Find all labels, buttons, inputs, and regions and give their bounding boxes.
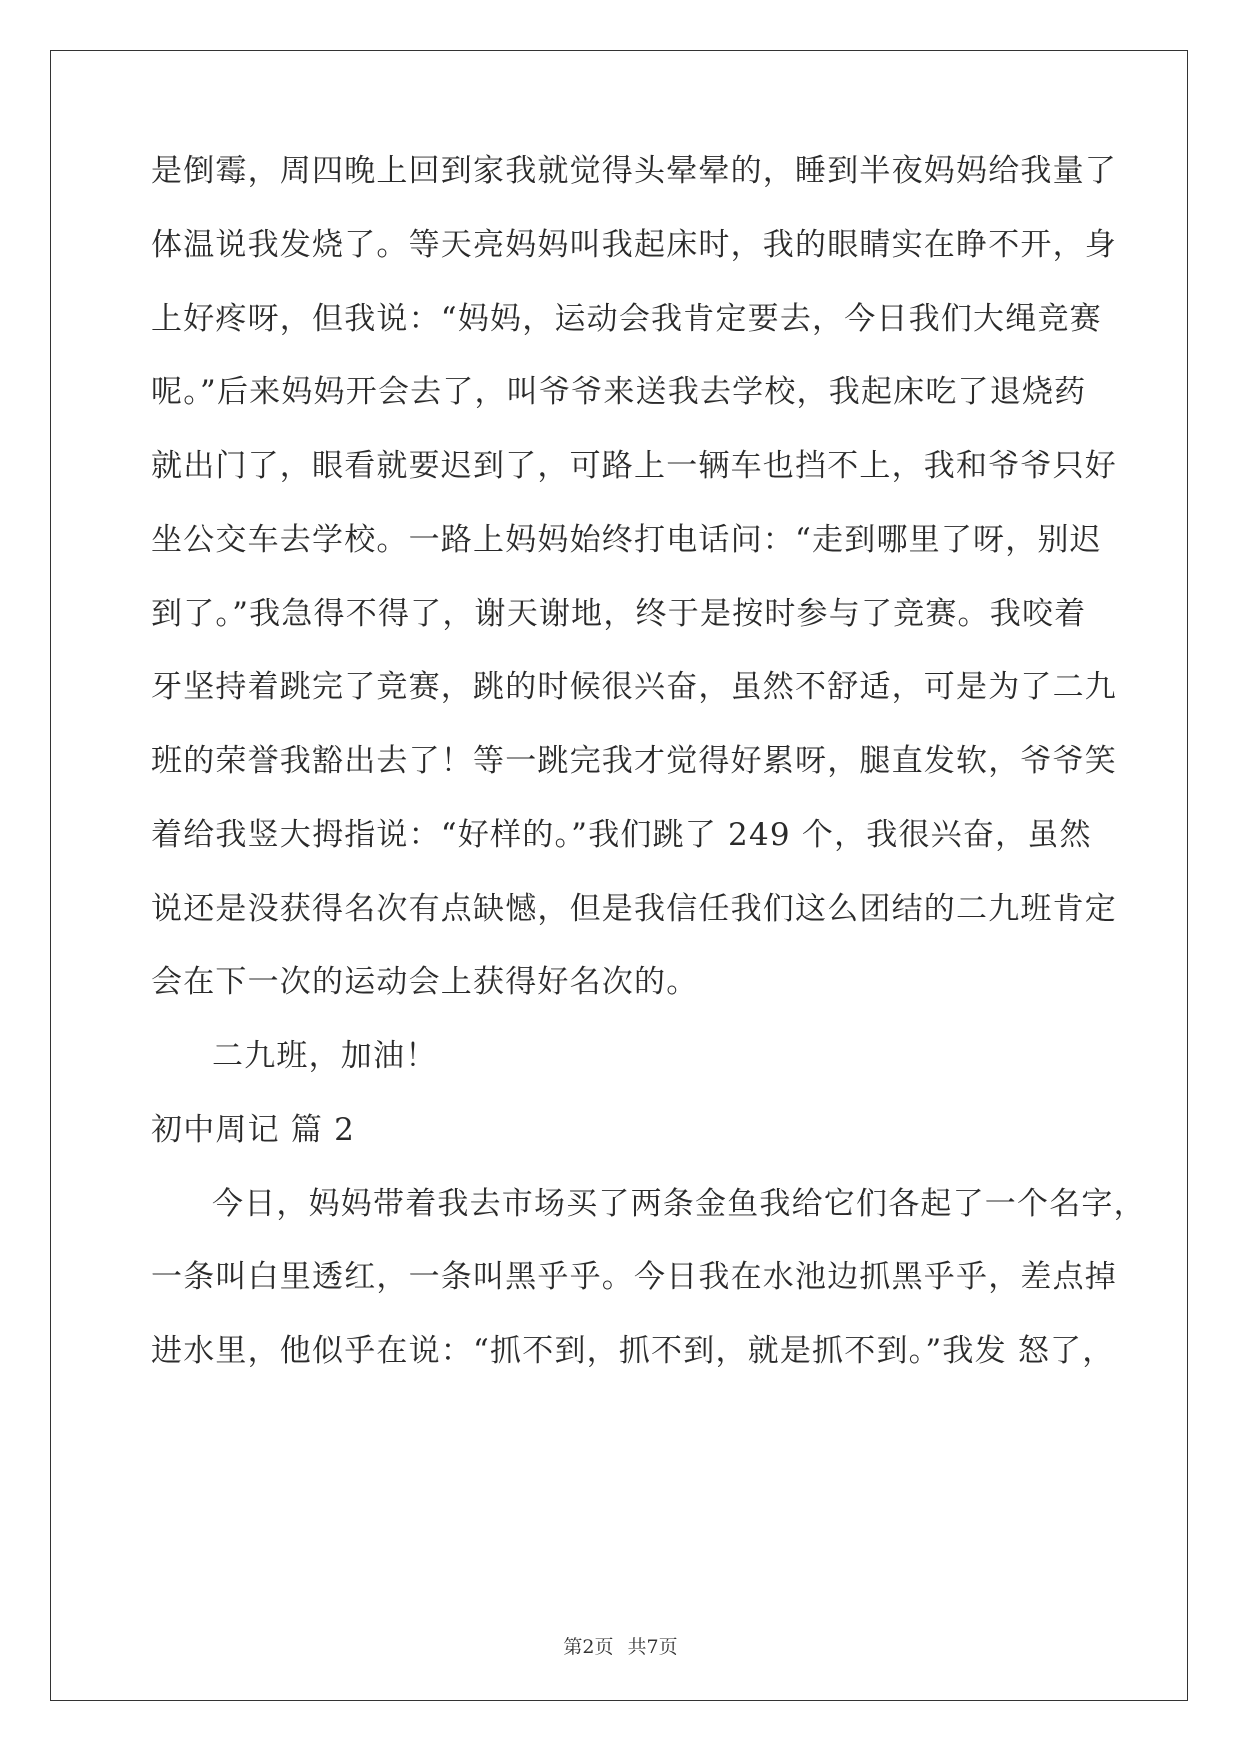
paragraph-line: 到了。”我急得不得了，谢天谢地，终于是按时参与了竞赛。我咬着: [151, 596, 1087, 632]
paragraph-line: 二九班，加油！: [212, 1038, 438, 1074]
paragraph-line: 是倒霉，周四晚上回到家我就觉得头晕晕的，睡到半夜妈妈给我量了: [151, 153, 1117, 189]
paragraph-line: 上好疼呀，但我说：“妈妈，运动会我肯定要去，今日我们大绳竞赛: [151, 301, 1102, 337]
section-heading: 初中周记 篇 2: [151, 1112, 356, 1148]
paragraph-line: 进水里，他似乎在说：“抓不到，抓不到，就是抓不到。”我发 怒了，: [151, 1333, 1115, 1369]
paragraph-line: 今日，妈妈带着我去市场买了两条金鱼我给它们各起了一个名字，: [212, 1186, 1146, 1222]
page-number: 第2页: [563, 1636, 614, 1658]
paragraph-line: 会在下一次的运动会上获得好名次的。: [151, 964, 699, 1000]
paragraph-line: 说还是没获得名次有点缺憾，但是我信任我们这么团结的二九班肯定: [151, 891, 1117, 927]
paragraph-line: 体温说我发烧了。等天亮妈妈叫我起床时，我的眼睛实在睁不开，身: [151, 227, 1117, 263]
page-footer: [0, 1632, 1241, 1659]
page-total: 共7页: [627, 1636, 678, 1658]
paragraph-line: 一条叫白里透红，一条叫黑乎乎。今日我在水池边抓黑乎乎，差点掉: [151, 1259, 1117, 1295]
page-border: [50, 50, 1188, 1701]
paragraph-line: 班的荣誉我豁出去了！等一跳完我才觉得好累呀，腿直发软，爷爷笑: [151, 743, 1117, 779]
paragraph-line: 牙坚持着跳完了竞赛，跳的时候很兴奋，虽然不舒适，可是为了二九: [151, 669, 1117, 705]
paragraph-line: 呢。”后来妈妈开会去了，叫爷爷来送我去学校，我起床吃了退烧药: [151, 374, 1087, 410]
paragraph-line: 着给我竖大拇指说：“好样的。”我们跳了 249 个，我很兴奋，虽然: [151, 817, 1092, 853]
paragraph-line: 坐公交车去学校。一路上妈妈始终打电话问：“走到哪里了呀，别迟: [151, 522, 1102, 558]
paragraph-line: 就出门了，眼看就要迟到了，可路上一辆车也挡不上，我和爷爷只好: [151, 448, 1117, 484]
